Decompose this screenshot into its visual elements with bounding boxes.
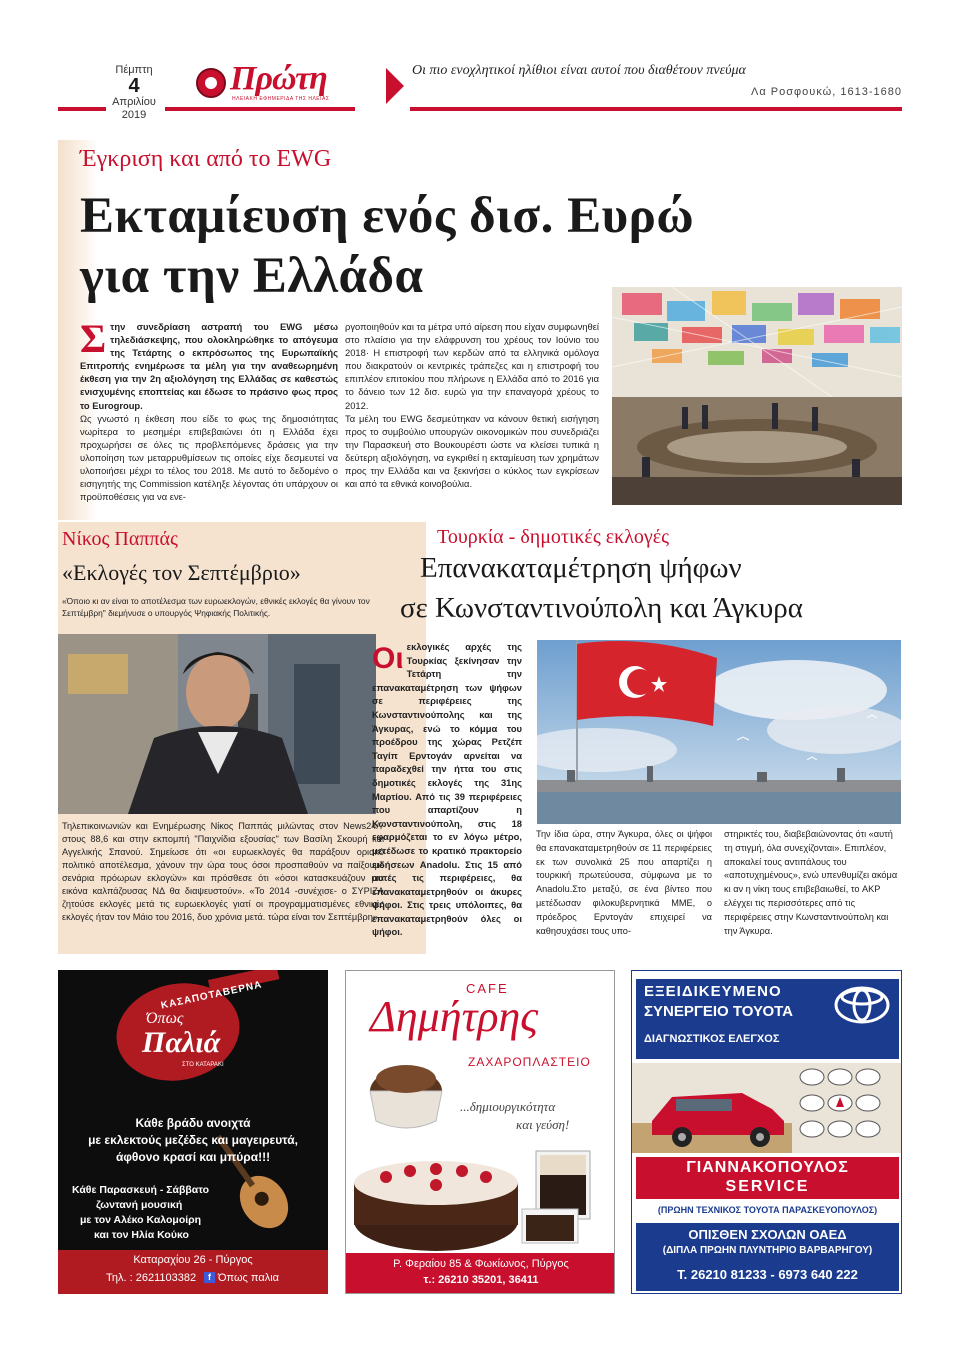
pappas-body: Τηλεπικοινωνιών και Ενημέρωσης Νίκος Παππάς μιλώντας στον News24/7 στους 88,6 και στην εκπομπή "Παιχνίδια εξουσίας" των Βασίλη Σκουρή και Αγγελικής Σπανού. Σημείωσε ότι «οι ευρωεκλογές θα παράξουν οριακό πολιτικό αποτέλεσμα, χάνουν την ώρα τους όσοι προσπαθούν να παίξουμε σενάρια πρόωρων εκλογών» και πρόσθεσε ότι «όσοι κατασκευάζουν μια εικόνα καλπάζουσας ΝΔ θα διαψευστούν». «Το 2014 -συνέχισε- ο ΣΥΡΙΖΑ ζητούσε εκλογές μετά τις ευρωεκλογές γιατί οι προγραμματισμένες εθνικές εκλογές ήταν τον Μάιο του 2016, δυο χρόνια μετά. τώρα είναι τον Σεπτέμβρη». bbox=[62, 821, 384, 922]
ad-opos-palia[interactable] bbox=[58, 970, 328, 1294]
ad1-line1: Κάθε βράδυ ανοιχτά bbox=[135, 1116, 251, 1130]
ad2-slogan2: και γεύση! bbox=[516, 1117, 570, 1132]
ad3-name1: ΓΙΑΝΝΑΚΟΠΟΥΛΟΣ bbox=[686, 1159, 849, 1176]
lead-headline-line2: για την Ελλάδα bbox=[80, 248, 424, 304]
date-day-of-week: Πέμπτη bbox=[115, 64, 153, 76]
ad1-line2: με εκλεκτούς μεζέδες και μαγειρευτά, bbox=[88, 1133, 298, 1147]
pappas-photo bbox=[58, 634, 376, 814]
turkey-column-2: Την ίδια ώρα, στην Άγκυρα, όλες οι ψήφοι θα επανακαταμετρηθούν σε 11 περιφέρειες εκ των συνολικά 25 που απαρτίζει η τουρκική πρωτεύουσα, σύμφωνα με το Anadolu.Στο μεταξύ, σε ένα βίντεο που μετέδωσαν φιλοκυβερνητικά ΜΜΕ, ο πρόεδρος Ερντογάν επιχειρεί να καθησυχάσει τους υπο- bbox=[536, 829, 712, 936]
turkish-flag-photo-art bbox=[537, 640, 901, 824]
header-rule bbox=[58, 107, 106, 111]
newspaper-logo[interactable] bbox=[196, 60, 346, 104]
logo-subtitle: ΗΛΕΙΑΚΗ ΕΦΗΜΕΡΙΔΑ ΤΗΣ ΗΛΕΙΑΣ bbox=[232, 96, 330, 102]
ad-opos-palia-art bbox=[58, 970, 328, 1294]
lead-col1-body: Ως γνωστό η έκθεση που είδε το φως της δημοσιότητας νωρίτερα το μεσημέρι επιβεβαιώνει ότι η Ελλάδα έχει προχωρήσει σε όλες τις προβλεπόμενες δράσεις για την υλοποίηση των μεταρρυθμίσεων τις οποίες είχε δεσμευτεί να υλοποιήσει μέχρι το τέλος του 2018. Με αυτό το δεδομένο ο εισηγητής της Commission κατέληξε λέγοντας ότι υπάρχουν οι προϋποθέσεις για να ενε- bbox=[80, 412, 338, 503]
ad3-line3: ΔΙΑΓΝΩΣΤΙΚΟΣ ΕΛΕΓΧΟΣ bbox=[644, 1033, 780, 1045]
lead-column-2 bbox=[345, 320, 599, 490]
ad1-address: Καταραχίου 26 - Πύργος bbox=[133, 1254, 253, 1266]
ad2-name: Δημήτρης bbox=[370, 992, 539, 1041]
ad3-loc1: ΟΠΙΣΘΕΝ ΣΧΟΛΩΝ ΟΑΕΔ bbox=[688, 1227, 847, 1242]
turkey-column-3: στηρικτές του, διαβεβαιώνοντας ότι «αυτή τη στιγμή, όλα συνεχίζονται». Επιπλέον, αποκαλεί τους αντιπάλους του «αποτυχημένους», ενώ υπενθυμίζει ακόμα κι αν η νίκη τους επιβεβαιωθεί, το AKP ελέγχει τις περισσότερες από τις περιφέρειες στην Κωνσταντινούπολη και την Άγκυρα. bbox=[724, 829, 898, 936]
date-month: Απριλίου bbox=[112, 96, 156, 108]
ad1-line7: και τον Ηλία Κούκο bbox=[94, 1229, 189, 1241]
ad2-subtitle: ΖΑΧΑΡΟΠΛΑΣΤΕΙΟ bbox=[468, 1055, 591, 1069]
ad1-line6: με τον Αλέκο Καλομοίρη bbox=[80, 1214, 202, 1226]
ad3-line2: ΣΥΝΕΡΓΕΙΟ ΤΟΥΟΤΑ bbox=[644, 1003, 793, 1020]
ad2-phone[interactable]: τ.: 26210 35201, 36411 bbox=[423, 1274, 539, 1286]
date-day: 4 bbox=[128, 75, 140, 97]
ad2-slogan1: ...δημιουργικότητα bbox=[460, 1099, 556, 1114]
header-quote-author: Λα Ροσφουκώ, 1613-1680 bbox=[751, 86, 902, 98]
turkey-col1-text: εκλογικές αρχές της Τουρκίας ξεκίνησαν την Τετάρτη την επανακαταμέτρηση των ψήφων σε περιφέρειες της Κωνσταντινούπολης και της Άγκυρας, ενώ το κόμμα του προέδρου της χώρας Ρετζέπ Ταγίπ Ερντογάν αρνείται να παραδεχθεί την ήττα του στις δημοτικές εκλογές της 31ης Μαρτίου. Από τις 39 περιφέρειες που απαρτίζουν η Κωνσταντινούπολη, στις 18 εφαρμόζεται το εν λόγω μέτρο, μετέδωσε το κρατικό πρακτορείο ειδήσεων Anadolu. Στις 15 από αυτές τις περιφέρειες, θα επανακαταμετρηθούν οι άκυρες ψήφοι. Στις τρεις υπόλοιπες, θα επανακαταμετρηθούν όλες οι ψήφοι. bbox=[372, 641, 522, 938]
pappas-headline: «Εκλογές τον Σεπτέμβριο» bbox=[62, 560, 301, 585]
logo-emblem-icon bbox=[196, 68, 226, 98]
ad1-line5: ζωντανή μουσική bbox=[96, 1199, 183, 1211]
ad1-phone[interactable]: Τηλ. : 2621103382 bbox=[106, 1272, 197, 1284]
turkish-flag-photo bbox=[537, 640, 901, 824]
logo-wordmark: Πρώτη bbox=[230, 60, 327, 97]
date-year: 2019 bbox=[121, 109, 147, 121]
header-rule bbox=[410, 107, 902, 111]
ad1-line4: Κάθε Παρασκευή - Σάββατο bbox=[72, 1184, 210, 1196]
ad2-cafe-label: CAFE bbox=[466, 981, 509, 996]
ad2-address: Ρ. Φεραίου 85 & Φωκίωνος, Πύργος bbox=[393, 1258, 569, 1270]
lead-col2-para1: ργοποιηθούν και τα μέτρα υπό αίρεση που είχαν συμφωνηθεί στο πλαίσιο για την ελάφρυνση του χρέους τον Ιούνιο του 2018· Η επιστροφή των κερδών από τα ελληνικά ομόλογα που διακρατούν οι κεντρικές τράπεζες και η επιστροφή του επιπλέον επιτοκίου που πλήρωνε η Ελλάδα από το 2016 για το δάνειο των 12 δισ. ευρώ για την επαναγορά χρέους το 2012. bbox=[345, 321, 599, 411]
header-rule bbox=[165, 107, 355, 111]
turkey-dropcap: Οι bbox=[372, 642, 404, 675]
ad3-loc2: (ΔΙΠΛΑ ΠΡΩΗΝ ΠΛΥΝΤΗΡΙΟ ΒΑΡΒΑΡΗΓΟΥ) bbox=[662, 1245, 873, 1256]
lead-dropcap: Σ bbox=[80, 316, 107, 361]
lead-kicker: Έγκριση και από το EWG bbox=[80, 146, 332, 172]
turkey-headline-line1: Επανακαταμέτρηση ψήφων bbox=[420, 552, 742, 584]
lead-intro: την συνεδρίαση αστραπή του EWG μέσω τηλεδιάσκεψης, που ολοκληρώθηκε το απόγευμα της Τετάρτης ο εκπρόσωπος της Ευρωπαϊκής Επιτροπής ενημέρωσε τα μέλη για την αναθεωρημένη έκθεση για την 2η αξιολόγηση της Ελλάδας σε καθεστώς ενισχυμένης εποπτείας και έδωσε το πράσινο φως προς το Eurogroup. bbox=[80, 321, 338, 411]
ad3-note: (ΠΡΩΗΝ ΤΕΧΝΙΚΟΣ ΤΟΥΟΤΑ ΠΑΡΑΣΚΕΥΟΠΟΥΛΟΣ) bbox=[657, 1205, 878, 1215]
ad1-line3: άφθονο κρασί και μπύρα!!! bbox=[115, 1150, 271, 1164]
toyota-logo-icon bbox=[832, 985, 892, 1025]
ad3-car-art bbox=[632, 1063, 902, 1153]
lead-column-1 bbox=[80, 316, 338, 503]
pappas-kicker: Νίκος Παππάς bbox=[62, 528, 178, 550]
ad-cafe-dimitris[interactable] bbox=[345, 970, 615, 1294]
ad3-name2: SERVICE bbox=[725, 1178, 810, 1195]
lead-headline-line1: Εκταμίευση ενός δισ. Ευρώ bbox=[80, 188, 695, 244]
quote-arrow-icon bbox=[386, 68, 404, 104]
eu-council-photo-art bbox=[612, 287, 902, 505]
ad1-facebook[interactable]: Όπως παλια bbox=[218, 1272, 279, 1284]
ad1-name-sub: ΣΤΟ ΚΑΤΑΡΑΚΙ bbox=[182, 1062, 224, 1068]
ad1-name-line2: Παλιά bbox=[142, 1026, 221, 1059]
facebook-icon[interactable]: f bbox=[204, 1272, 215, 1283]
lead-col2-para2: Τα μέλη του EWG δεσμεύτηκαν να κάνουν θετική εισήγηση προς το συμβούλιο υπουργών οικονομικών που συνεδριάζει την Παρασκευή στο Βουκουρέστι ώστε να κλείσει τυπικά η δεύτερη αξιολόγηση, να εγκριθεί η εκταμίευση των χρημάτων προς την Ελλάδα και να ξεκινήσει ο κύκλος των εγκρίσεων και από τα εθνικά κοινοβούλια. bbox=[345, 412, 599, 490]
eu-council-photo bbox=[612, 287, 902, 505]
turkey-column-1 bbox=[372, 640, 522, 939]
issue-date bbox=[105, 64, 163, 122]
ad-giannakopoulos-service[interactable] bbox=[631, 970, 902, 1294]
ad1-banner: ΚΑΣΑΠΟΤΑΒΕΡΝΑ bbox=[159, 979, 264, 1012]
ad3-line1: ΕΞΕΙΔΙΚΕΥΜΕΝΟ bbox=[644, 983, 782, 1000]
header-quote: Οι πιο ενοχλητικοί ηλίθιοι είναι αυτοί που διαθέτουν πνεύμα bbox=[412, 63, 746, 78]
ad3-phone[interactable]: Τ. 26210 81233 - 6973 640 222 bbox=[677, 1267, 858, 1282]
ad1-name-line1: Όπως bbox=[146, 1010, 184, 1027]
turkey-headline-line2: σε Κωνσταντινούπολη και Άγκυρα bbox=[400, 592, 803, 624]
turkey-kicker: Τουρκία - δημοτικές εκλογές bbox=[437, 526, 670, 548]
pappas-lead: «Όποιο κι αν είναι το αποτέλεσμα των ευρωεκλογών, εθνικές εκλογές θα γίνουν τον Σεπτέμβρη" διεμήνυσε ο υπουργός Ψηφιακής Πολιτικής. bbox=[62, 596, 370, 618]
pappas-photo-art bbox=[58, 634, 376, 814]
